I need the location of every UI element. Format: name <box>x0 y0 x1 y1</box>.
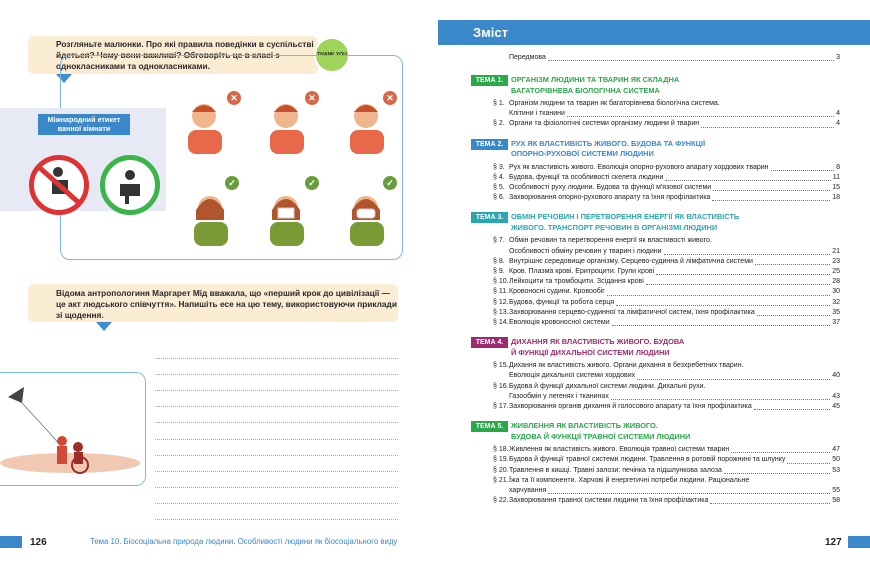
topic-title-line: ЖИВОГО. ТРАНСПОРТ РЕЧОВИН В ОРГАНІЗМІ ЛЮДИНИ <box>511 222 718 232</box>
toc-page-number: 23 <box>832 257 840 265</box>
section-number: § 18. <box>493 446 509 454</box>
toc-page-number: 53 <box>832 466 840 474</box>
toc-page-number: 28 <box>832 278 840 286</box>
section-number: § 17. <box>493 403 509 410</box>
task-4-pointer <box>96 322 112 331</box>
section-number: § 12. <box>493 298 509 306</box>
right-page <box>435 0 870 565</box>
topic-tag: ТЕМА 1. <box>471 75 508 86</box>
toc-entry-text: Внутрішнє середовище організму. Серцево-судинна й лімфатична системи <box>509 257 753 265</box>
toc-entry-text: Еволюція дихальної системи хордових <box>509 372 636 380</box>
section-number: § 1. <box>493 100 505 107</box>
wrong-mark-icon: ✕ <box>383 91 397 105</box>
toc-entry-text: Клітини і тканини <box>509 110 565 118</box>
toc-page-number: 37 <box>832 319 840 326</box>
leader-dots <box>712 200 830 201</box>
leader-dots <box>755 264 830 265</box>
toc-entry-text: Особливості обміну речовин у тварин і людини <box>509 247 662 255</box>
person-sneeze-hands-icon <box>182 98 228 154</box>
toc-entry-text: Органи та фізіологічні системи організму людини й тварин <box>509 120 700 128</box>
topic-title-line: БАГАТОРІВНЕВА БІОЛОГІЧНА СИСТЕМА <box>511 85 660 95</box>
toc-entry-text: Організм людини та тварин як багаторівнева біологічна система. <box>509 100 720 107</box>
section-number: § 11. <box>493 288 509 296</box>
section-number: § 22. <box>493 497 509 505</box>
toc-entry <box>509 173 840 183</box>
section-number: § 19. <box>493 456 509 464</box>
leader-dots <box>665 180 830 181</box>
leader-dots <box>771 170 835 171</box>
toc-entry-text: Будова й функції дихальної системи людини. Дихальні рухи. <box>509 382 706 390</box>
topic-title-line: ОРГАНІЗМ ЛЮДИНИ ТА ТВАРИН ЯК СКЛАДНА <box>511 75 680 84</box>
leader-dots <box>754 409 830 410</box>
page-number: 126 <box>30 537 47 548</box>
footer-bar <box>848 536 870 548</box>
leader-dots <box>646 284 830 285</box>
toc-entry-text: Будова, функції та робота серця <box>509 298 615 306</box>
person-sneeze-air-icon <box>344 98 390 154</box>
toc-entry <box>509 308 840 318</box>
section-number: § 2. <box>493 120 505 128</box>
leader-dots <box>757 315 830 316</box>
toc-page-number: 11 <box>832 173 840 181</box>
toc-entry-text: Рух як властивість живого. Еволюція опорно-рухового апарату хордових тварин <box>509 163 769 171</box>
wrong-mark-icon: ✕ <box>227 91 241 105</box>
toc-page-number: 8 <box>836 163 840 171</box>
toc-entry-text: харчування <box>509 487 547 494</box>
topic-title-line: ДИХАННЯ ЯК ВЛАСТИВІСТЬ ЖИВОГО. БУДОВА <box>511 337 685 347</box>
task-4-box <box>28 284 398 322</box>
toc-page-number: 35 <box>832 308 840 316</box>
toc-entry <box>509 119 840 129</box>
toc-entry-text: Живлення як властивість живого. Еволюція травної системи тварин <box>509 446 730 454</box>
leader-dots <box>731 452 830 453</box>
toc-entry-text: Їжа та її компоненти. Харчові й енергетичні потреби людини. Раціональне <box>509 476 750 484</box>
toc-entry <box>509 445 840 455</box>
toc-page-number: 3 <box>836 54 840 61</box>
toc-entry-text: Захворювання травної системи людини та їхня профілактика <box>509 497 709 505</box>
leader-dots <box>567 116 834 117</box>
toc-entry-text: Будова й функції травної системи людини. Травлення в ротовій порожнині та шлунку <box>509 456 786 464</box>
toc-page-number: 32 <box>832 298 840 306</box>
task-4-text: Відома антропологиня Маргарет Мід вважала, що «перший крок до цивілізації — це акт людського співчуття». Напишіть есе на цю тему, використовуючи приклади зі щодення. <box>56 288 397 321</box>
toc-page-number: 18 <box>832 194 840 202</box>
topic-title-line: Й ФУНКЦІЇ ДИХАЛЬНОЇ СИСТЕМИ ЛЮДИНИ <box>511 347 670 357</box>
leader-dots <box>787 463 830 464</box>
toc-entry-text: Передмова <box>509 54 546 61</box>
etiquette-label: Міжнародний етикет ванної кімнати <box>38 114 130 135</box>
toc-entry <box>509 183 840 193</box>
toc-page-number: 4 <box>836 120 840 128</box>
section-number: § 3. <box>493 163 505 171</box>
toc-entry <box>509 193 840 203</box>
topic-title-line: ОПОРНО-РУХОВОЇ СИСТЕМИ ЛЮДИНИ <box>511 149 654 159</box>
toc-entry <box>509 109 840 119</box>
topic-title-line: БУДОВА Й ФУНКЦІЇ ТРАВНОЇ СИСТЕМИ ЛЮДИНИ <box>511 431 691 441</box>
allowed-sign-icon <box>100 155 160 215</box>
toc-entry-text: Захворювання серцево-судинної та лімфатичної систем, їхня профілактика <box>509 308 755 316</box>
toc-page-number: 45 <box>832 403 840 410</box>
footer-bar <box>0 536 22 548</box>
toc-entry-text: Лейкоцити та тромбоцити. Зсідання крові <box>509 278 644 286</box>
toc-preface <box>509 53 840 63</box>
section-number: § 6. <box>493 194 505 202</box>
leader-dots <box>611 399 830 400</box>
toc-entry-text: Особливості руху людини. Будова та функції м'язової системи <box>509 184 712 191</box>
badge-text: THANK YOU <box>317 52 347 58</box>
toc-entry <box>509 455 840 465</box>
toc-entry <box>509 287 840 297</box>
topic-tag: ТЕМА 5. <box>471 421 508 432</box>
leader-dots <box>548 493 830 494</box>
toc-entry <box>509 392 840 402</box>
leader-dots <box>701 127 834 128</box>
toc-entry <box>509 318 840 328</box>
person-tissue-icon <box>264 190 310 246</box>
leader-dots <box>724 473 830 474</box>
topic-title-line: ОБМІН РЕЧОВИН І ПЕРЕТВОРЕННЯ ЕНЕРГІЇ ЯК ВЛАСТИВІСТЬ <box>511 212 740 222</box>
task-3-text: Розгляньте малюнки. Про які правила поведінки в суспільстві йдеться? Чому вони важливі? Обговоріть це в класі з однокласниками та однокласниками. <box>56 39 314 72</box>
section-number: § 8. <box>493 257 505 265</box>
toc-title-text: Зміст <box>473 25 508 40</box>
toc-page-number: 43 <box>832 392 840 400</box>
section-number: § 10. <box>493 278 509 286</box>
leader-dots <box>607 295 830 296</box>
section-number: § 20. <box>493 466 509 474</box>
toc-page-number: 50 <box>832 456 840 464</box>
toc-entry-text: Травлення в кишці. Травні залози: печінка та підшлункова залоза <box>509 466 722 474</box>
leader-dots <box>713 190 830 191</box>
toc-entry <box>509 466 840 476</box>
topic-title-line: ЖИВЛЕННЯ ЯК ВЛАСТИВІСТЬ ЖИВОГО. <box>511 421 658 431</box>
leader-dots <box>664 254 831 255</box>
correct-mark-icon: ✓ <box>225 176 239 190</box>
leader-dots <box>548 60 834 61</box>
toc-entry <box>509 257 840 267</box>
leader-dots <box>616 305 830 306</box>
person-cough-elbow-icon <box>188 190 234 246</box>
running-footer: Тема 10. Біосоціальна природа людини. Особливості людини як біосоціального виду <box>90 537 398 546</box>
toc-entry-text: Кровоносні судини. Кровообіг <box>509 288 605 296</box>
toc-entry <box>509 486 840 496</box>
section-number: § 9. <box>493 268 505 275</box>
section-number: § 16. <box>493 382 509 390</box>
leader-dots <box>656 274 830 275</box>
toc-page-number: 25 <box>832 268 840 275</box>
toc-entry <box>509 277 840 287</box>
topic-tag: ТЕМА 4. <box>471 337 508 348</box>
section-number: § 7. <box>493 237 505 245</box>
toc-page-number: 47 <box>832 446 840 454</box>
topic-title-line: РУХ ЯК ВЛАСТИВІСТЬ ЖИВОГО. БУДОВА ТА ФУНКЦІЇ <box>511 138 706 148</box>
kite-illustration <box>0 372 146 486</box>
page-number: 127 <box>825 537 842 548</box>
toc-page-number: 55 <box>832 487 840 494</box>
toc-page-number: 40 <box>832 372 840 380</box>
writing-lines[interactable] <box>155 343 398 520</box>
section-number: § 4. <box>493 173 505 181</box>
toc-page-number: 30 <box>832 288 840 296</box>
section-number: § 15. <box>493 362 509 370</box>
toc-entry-text: Захворювання опорно-рухового апарату та їхня профілактика <box>509 194 711 202</box>
section-number: § 5. <box>493 184 505 191</box>
toc-page-number: 4 <box>836 110 840 118</box>
prohibited-sign-icon <box>29 155 89 215</box>
toc-page-number: 15 <box>832 184 840 191</box>
toc-entry-text: Газообмін у легенях і тканинах <box>509 392 609 400</box>
toc-entry-text: Еволюція кровоносної системи <box>509 319 610 326</box>
leader-dots <box>637 379 830 380</box>
leader-dots <box>710 503 830 504</box>
toc-entry-text: Будова, функції та особливості скелета людини <box>509 173 664 181</box>
toc-page-number: 21 <box>832 247 840 255</box>
toc-page-number: 58 <box>832 497 840 505</box>
toc-entry <box>509 371 840 381</box>
topic-tag: ТЕМА 2. <box>471 139 508 150</box>
person-cough-hand-icon <box>264 98 310 154</box>
toc-title <box>438 20 870 45</box>
topic-tag: ТЕМА 3. <box>471 212 508 223</box>
toc-entry <box>509 298 840 308</box>
toc-entry-text: Захворювання органів дихання й голосового апарату та їхня профілактика <box>509 403 752 410</box>
toc-entry <box>509 496 840 506</box>
correct-mark-icon: ✓ <box>383 176 397 190</box>
leader-dots <box>612 325 831 326</box>
toc-entry-text: Дихання як властивість живого. Органи дихання в безхребетних тварин. <box>509 362 744 370</box>
correct-mark-icon: ✓ <box>305 176 319 190</box>
wrong-mark-icon: ✕ <box>305 91 319 105</box>
toc-entry <box>509 163 840 173</box>
toc-entry <box>509 267 840 277</box>
person-mask-icon <box>344 190 390 246</box>
toc-entry-text: Обмін речовин та перетворення енергії як властивості живого. <box>509 237 712 245</box>
toc-entry <box>509 247 840 257</box>
section-number: § 14. <box>493 319 509 326</box>
section-number: § 21. <box>493 476 509 484</box>
toc-entry <box>509 402 840 412</box>
section-number: § 13. <box>493 308 509 316</box>
toc-entry-text: Кров. Плазма крові. Еритроцити. Групи крові <box>509 268 655 275</box>
